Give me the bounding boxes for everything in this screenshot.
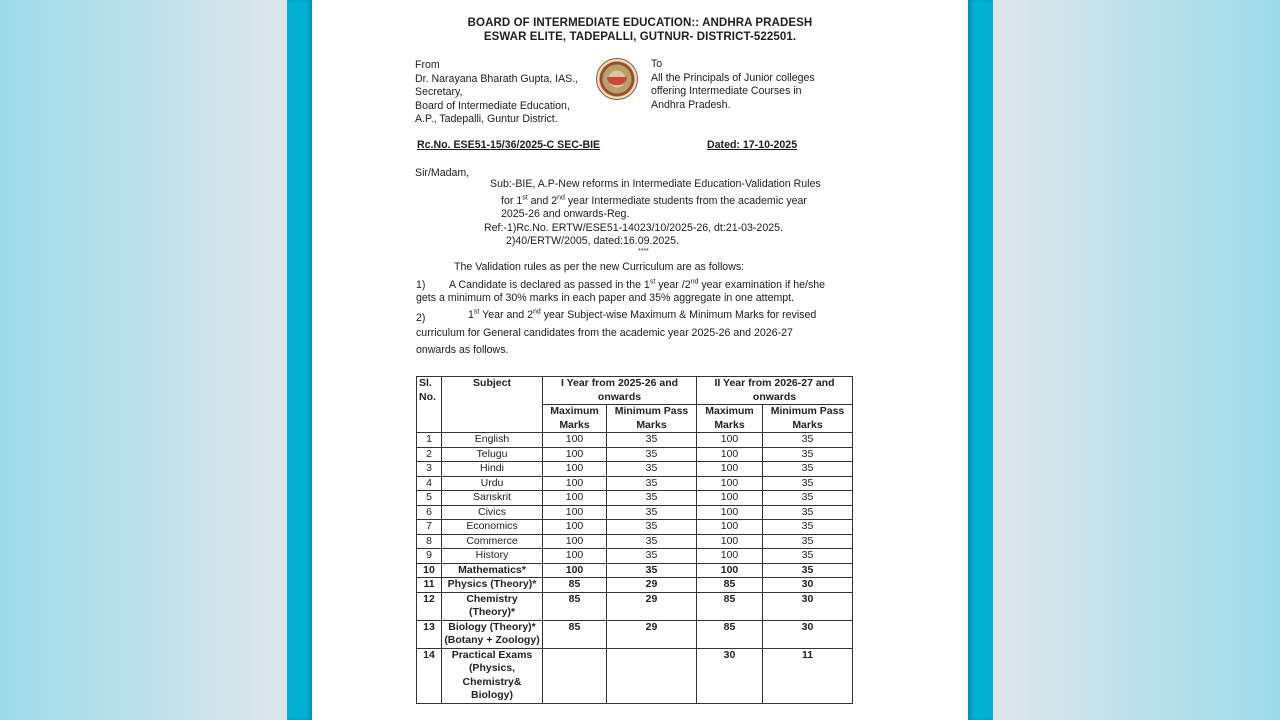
cell-y1-max: 100 (543, 462, 607, 477)
cell-y1-min: 35 (607, 447, 697, 462)
cell-y2-max: 100 (697, 491, 763, 506)
cell-subject: Economics (442, 520, 543, 535)
cell-y1-min (607, 648, 697, 703)
header-y1-max: Maximum Marks (543, 405, 607, 433)
rule-2-line-3: onwards as follows. (416, 344, 509, 356)
cell-sl: 5 (417, 491, 442, 506)
left-accent-bar (287, 0, 312, 720)
header-sl-no: Sl. No. (417, 377, 442, 433)
cell-y2-min: 35 (763, 534, 853, 549)
cell-y1-max: 85 (543, 620, 607, 648)
cell-y1-min: 35 (607, 462, 697, 477)
cell-subject: Urdu (442, 476, 543, 491)
cell-sl: 14 (417, 648, 442, 703)
to-label: To (651, 58, 663, 70)
cell-subject: Hindi (442, 462, 543, 477)
cell-y2-max: 100 (697, 563, 763, 578)
cell-y1-min: 35 (607, 549, 697, 564)
cell-subject: Mathematics* (442, 563, 543, 578)
header-year-2: II Year from 2026-27 and onwards (697, 377, 853, 405)
text: 1 (468, 309, 474, 321)
from-line: Dr. Narayana Bharath Gupta, IAS., (415, 72, 579, 85)
board-seal-icon (596, 58, 638, 100)
table-row (417, 620, 853, 648)
subject-line-2: for 1st and 2nd year Intermediate students from the academic year (501, 194, 807, 207)
cell-y2-max: 85 (697, 578, 763, 593)
cell-y1-min: 35 (607, 476, 697, 491)
cell-y1-max: 85 (543, 578, 607, 593)
marks-table-body (417, 433, 853, 704)
cell-y1-max: 85 (543, 592, 607, 620)
cell-y1-min: 29 (607, 578, 697, 593)
cell-y2-max: 100 (697, 549, 763, 564)
intro-text: The Validation rules as per the new Curriculum are as follows: (454, 261, 745, 273)
table-row (417, 491, 853, 506)
cell-y1-max: 100 (543, 433, 607, 448)
cell-sl: 10 (417, 563, 442, 578)
cell-y1-min: 29 (607, 592, 697, 620)
cell-y2-min: 35 (763, 549, 853, 564)
cell-y2-max: 30 (697, 648, 763, 703)
table-row (417, 520, 853, 535)
superscript: nd (532, 308, 541, 316)
cell-y2-max: 100 (697, 447, 763, 462)
text: Year and 2 (479, 309, 533, 321)
cell-sl: 7 (417, 520, 442, 535)
cell-y2-min: 30 (763, 620, 853, 648)
cell-y1-max: 100 (543, 476, 607, 491)
cell-y1-min: 35 (607, 505, 697, 520)
header-y2-min: Minimum Pass Marks (763, 405, 853, 433)
text: year examination if he/she (698, 279, 826, 291)
cell-sl: 9 (417, 549, 442, 564)
board-address: ESWAR ELITE, TADEPALLI, GUTNUR- DISTRICT-522501. (483, 31, 797, 43)
cell-y2-min: 35 (763, 491, 853, 506)
table-row (417, 447, 853, 462)
cell-y1-min: 35 (607, 534, 697, 549)
cell-y1-max: 100 (543, 491, 607, 506)
ref-2: 2)40/ERTW/2005, dated:16.09.2025. (506, 235, 679, 247)
salutation: Sir/Madam, (415, 167, 470, 179)
cell-y1-min: 35 (607, 563, 697, 578)
cell-subject: Chemistry (Theory)* (442, 592, 543, 620)
subject-line-1: Sub:-BIE, A.P-New reforms in Intermediate Education-Validation Rules (490, 178, 821, 190)
cell-y1-min: 35 (607, 491, 697, 506)
cell-subject: Biology (Theory)* (Botany + Zoology) (442, 620, 543, 648)
cell-y2-max: 100 (697, 534, 763, 549)
reference-number: Rc.No. ESE51-15/36/2025-C SEC-BIE (417, 139, 601, 151)
cell-sl: 4 (417, 476, 442, 491)
cell-y2-min: 30 (763, 592, 853, 620)
ref-1: Ref:-1)Rc.No. ERTW/ESE51-14023/10/2025-26, dt:21-03-2025. (484, 222, 783, 234)
from-line: Board of Intermediate Education, (415, 99, 570, 112)
text: for (501, 195, 517, 207)
cell-y2-min: 35 (763, 447, 853, 462)
table-row (417, 462, 853, 477)
rule-2-number: 2) (416, 312, 426, 324)
to-block (651, 58, 815, 112)
cell-y2-max: 85 (697, 620, 763, 648)
table-row (417, 549, 853, 564)
rule-1-number: 1) (416, 279, 426, 291)
table-row (417, 578, 853, 593)
cell-y2-max: 100 (697, 433, 763, 448)
rule-2-line-1 (468, 309, 816, 323)
dated: Dated: 17-10-2025 (707, 139, 798, 151)
cell-y2-min: 35 (763, 476, 853, 491)
text: year Subject-wise Maximum & Minimum Marks for revised (540, 309, 817, 321)
cell-y1-max: 100 (543, 447, 607, 462)
table-row (417, 476, 853, 491)
cell-y2-max: 100 (697, 520, 763, 535)
table-row (417, 505, 853, 520)
document-page (312, 0, 968, 720)
superscript: st (649, 278, 656, 286)
cell-y2-max: 100 (697, 505, 763, 520)
superscript: nd (557, 194, 565, 202)
cell-sl: 12 (417, 592, 442, 620)
table-row (417, 592, 853, 620)
superscript: st (522, 194, 528, 202)
cell-y1-max: 100 (543, 520, 607, 535)
rule-1-line-2: gets a minimum of 30% marks in each paper and 35% aggregate in one attempt. (416, 292, 795, 304)
cell-y2-max: 100 (697, 476, 763, 491)
cell-subject: Practical Exams (Physics, Chemistry& Biology) (442, 648, 543, 703)
table-row (417, 648, 853, 703)
right-accent-bar (968, 0, 993, 720)
cell-sl: 6 (417, 505, 442, 520)
cell-y1-max: 100 (543, 505, 607, 520)
cell-y1-max: 100 (543, 534, 607, 549)
cell-sl: 11 (417, 578, 442, 593)
cell-subject: Sanskrit (442, 491, 543, 506)
from-label: From (415, 59, 440, 71)
board-title: BOARD OF INTERMEDIATE EDUCATION:: ANDHRA PRADESH (467, 17, 813, 29)
text: year /2 (655, 279, 691, 291)
cell-sl: 8 (417, 534, 442, 549)
separator: **** (638, 248, 649, 255)
header-y1-min: Minimum Pass Marks (607, 405, 697, 433)
cell-y2-max: 100 (697, 462, 763, 477)
cell-sl: 2 (417, 447, 442, 462)
table-row (417, 433, 853, 448)
cell-y2-min: 35 (763, 433, 853, 448)
header-y2-max: Maximum Marks (697, 405, 763, 433)
cell-y1-max (543, 648, 607, 703)
rule-2-line-2: curriculum for General candidates from the academic year 2025-26 and 2026-27 (416, 327, 793, 339)
text: and 2 (527, 195, 558, 207)
superscript: nd (690, 278, 699, 286)
from-line: A.P., Tadepalli, Guntur District. (415, 113, 558, 125)
cell-sl: 1 (417, 433, 442, 448)
cell-y2-min: 11 (763, 648, 853, 703)
text: year Intermediate students from the academic year (564, 195, 807, 207)
to-line: All the Principals of Junior colleges (651, 71, 815, 84)
cell-subject: Telugu (442, 447, 543, 462)
cell-y1-min: 29 (607, 620, 697, 648)
cell-y2-min: 35 (763, 520, 853, 535)
cell-subject: Commerce (442, 534, 543, 549)
cell-y1-max: 100 (543, 563, 607, 578)
cell-subject: Civics (442, 505, 543, 520)
cell-y1-min: 35 (607, 433, 697, 448)
cell-subject: History (442, 549, 543, 564)
cell-sl: 13 (417, 620, 442, 648)
table-row (417, 534, 853, 549)
cell-y1-min: 35 (607, 520, 697, 535)
to-line: Andhra Pradesh. (651, 98, 731, 111)
cell-y2-max: 85 (697, 592, 763, 620)
text: A Candidate is declared as passed in the 1 (449, 279, 650, 291)
from-line: Secretary, (415, 86, 463, 98)
from-block (415, 59, 578, 127)
cell-subject: English (442, 433, 543, 448)
to-line: offering Intermediate Courses in (651, 85, 802, 97)
subject-line-3: 2025-26 and onwards-Reg. (501, 208, 630, 220)
header-year-1: I Year from 2025-26 and onwards (543, 377, 697, 405)
cell-y2-min: 35 (763, 462, 853, 477)
cell-y2-min: 35 (763, 563, 853, 578)
cell-y2-min: 30 (763, 578, 853, 593)
cell-y2-min: 35 (763, 505, 853, 520)
header-subject: Subject (442, 377, 543, 433)
table-row (417, 563, 853, 578)
rule-1-line-1 (449, 279, 825, 293)
marks-table (416, 376, 853, 704)
superscript: st (473, 308, 480, 316)
cell-sl: 3 (417, 462, 442, 477)
cell-y1-max: 100 (543, 549, 607, 564)
cell-subject: Physics (Theory)* (442, 578, 543, 593)
